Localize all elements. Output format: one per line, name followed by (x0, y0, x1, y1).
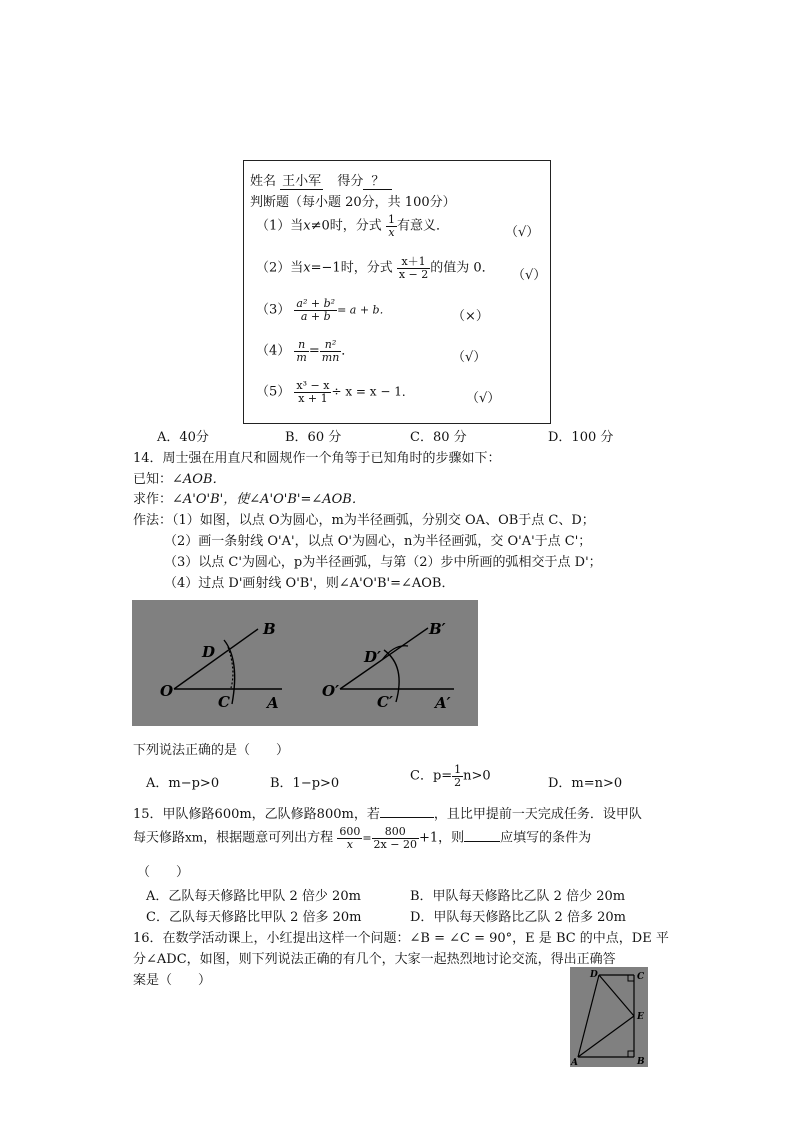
judge-item-1 (256, 214, 449, 238)
frac-numerator: n (294, 339, 308, 352)
q15-option-a: A．乙队每天修路比甲队 2 倍少 20m (146, 889, 361, 904)
q15-line-2 (133, 826, 591, 850)
frac-numerator: n² (320, 339, 342, 352)
item-text: = a + b． (337, 303, 391, 317)
judge-item-5 (256, 380, 414, 404)
angle-construction-figure (132, 600, 478, 726)
q14-find (133, 488, 365, 507)
item-var: x (303, 260, 311, 276)
q15-text: +1，则 (418, 830, 465, 846)
label-d: D (202, 643, 216, 661)
item-text: 当 (290, 260, 304, 276)
equals: = (308, 343, 320, 359)
frac-numerator: 800 (372, 826, 419, 839)
q13-option-b: B．60 分 (285, 430, 342, 445)
find-label: 求作： (133, 492, 173, 507)
label-d-prime: D′ (364, 648, 381, 666)
item-text: ≠0时，分式 (310, 218, 382, 234)
q14-prompt: 下列说法正确的是（ ） (133, 743, 290, 758)
label-b: B (637, 1057, 645, 1067)
judge-mark-1: （√） (505, 225, 540, 240)
q15-text: 应填写的条件为 (500, 830, 592, 846)
frac-numerator: x＋1 (397, 256, 430, 269)
frac-denominator: x − 2 (398, 267, 429, 281)
known-value: ∠AOB． (172, 472, 226, 487)
item-text: 的值为 0． (430, 260, 495, 276)
q15-option-c: C．乙队每天修路比甲队 2 倍多 20m (146, 910, 362, 925)
label-d: D (590, 970, 598, 980)
frac-denominator: x (388, 225, 395, 239)
q15-line-1 (133, 803, 642, 822)
q14-option-b: B．1−p>0 (270, 776, 340, 791)
equation-frac-2 (372, 826, 419, 850)
q14-step-1: 作法：（1）如图，以点 O为圆心，m为半径画弧，分别交 OA、OB于点 C、D； (133, 513, 595, 528)
frac-denominator: x (346, 837, 353, 851)
q15-blank (380, 805, 434, 818)
label-e: E (637, 1012, 644, 1022)
item-text: ÷ x = x − 1． (331, 384, 414, 399)
q15-text: ，根据题意可列出方程 (203, 830, 334, 846)
fraction (386, 214, 397, 238)
item-var: x (303, 218, 311, 234)
label-c-prime: C′ (377, 693, 393, 711)
q14-option-c (410, 764, 491, 788)
judge-item-3 (256, 298, 391, 322)
q14-title: 14．周士强在用直尺和圆规作一个角等于已知角时的步骤如下： (133, 451, 501, 466)
option-c-tail: n>0 (463, 768, 491, 784)
q16-line-2: 分∠ADC，如图，则下列说法正确的有几个，大家一起热烈地讨论交流，得出正确答 (133, 952, 616, 967)
fraction (320, 339, 342, 363)
equation-frac-1 (337, 826, 362, 850)
frac-numerator: a² + b² (296, 297, 336, 310)
item-num: （2） (256, 260, 291, 276)
frac-denominator: a + b (300, 309, 331, 323)
name-value: 王小军 (280, 170, 323, 190)
q16-line-3: 案是（ ） (133, 973, 212, 988)
q15-text: 每天修路 (133, 830, 186, 846)
item-text: =−1时，分式 (310, 260, 393, 276)
item-text: ． (341, 343, 355, 359)
score-value: ？ (363, 170, 392, 190)
item-num: （5） (256, 384, 291, 400)
judge-mark-3: （×） (452, 309, 489, 324)
frac-denominator: mn (321, 350, 340, 364)
q14-option-a: A．m−p>0 (146, 776, 220, 791)
fraction-half (452, 764, 463, 788)
q14-step-2: （2）画一条射线 O'A'，以点 O'为圆心，n为半径画弧，交 O'A'于点 C'； (164, 534, 592, 549)
box-heading: 判断题（每小题 20分，共 100分） (250, 195, 456, 210)
frac-denominator: m (296, 350, 307, 364)
score-label: 得分 (337, 174, 364, 189)
frac-denominator: x + 1 (298, 391, 328, 405)
option-c-text: C．p= (410, 768, 453, 784)
fraction (397, 256, 430, 280)
q15-text: 15．甲队修路600m，乙队修路800m，若 (133, 807, 380, 822)
q14-step-3: （3）以点 C'为圆心，p为半径画弧，与第（2）步中所画的弧相交于点 D'； (164, 555, 602, 570)
item-text: 当 (290, 218, 304, 234)
q16-line-1: 16．在数学活动课上，小红提出这样一个问题：∠B = ∠C = 90°，E 是 BC 的中点，DE 平 (133, 931, 669, 946)
label-o: O (160, 682, 174, 700)
frac-denominator: 2 (454, 775, 462, 789)
known-label: 已知： (133, 472, 173, 487)
judge-item-4 (256, 339, 354, 363)
q15-option-d: D．甲队每天修路比乙队 2 倍多 20m (410, 910, 626, 925)
fraction (294, 339, 308, 363)
q13-option-a: A．40分 (157, 430, 209, 445)
label-c: C (218, 693, 230, 711)
judge-mark-5: （√） (466, 391, 501, 406)
frac-numerator: 1 (387, 213, 395, 226)
fraction (294, 380, 331, 404)
frac-denominator: 2x − 20 (373, 837, 417, 851)
q15-var: xm (185, 830, 204, 845)
fraction (294, 298, 337, 322)
label-b: B (263, 620, 276, 638)
q15-text: ，且比甲提前一天完成任务．设甲队 (433, 807, 642, 822)
frac-numerator: x³ − x (296, 379, 330, 392)
judge-item-2 (256, 256, 495, 280)
q13-option-d: D．100 分 (548, 430, 614, 445)
item-num: （4） (256, 343, 291, 359)
q15-option-b: B．甲队每天修路比乙队 2 倍少 20m (410, 889, 626, 904)
label-a-prime: A′ (435, 694, 451, 712)
equation-equals: = (362, 831, 372, 845)
label-c: C (637, 972, 645, 982)
name-score-line (250, 170, 392, 190)
judge-mark-2: （√） (512, 268, 547, 283)
q13-option-c: C．80 分 (410, 430, 467, 445)
label-o-prime: O′ (322, 682, 340, 700)
judge-mark-4: （√） (452, 350, 487, 365)
q15-blank-2 (464, 829, 500, 842)
item-text: 有意义． (396, 218, 449, 234)
q14-option-d: D．m=n>0 (548, 776, 623, 791)
frac-numerator: 600 (339, 825, 361, 838)
q14-step-4: （4）过点 D'画射线 O'B'，则∠A'O'B'=∠AOB． (164, 576, 455, 591)
frac-numerator: 1 (454, 763, 462, 776)
label-b-prime: B′ (429, 620, 446, 638)
find-value: ∠A'O'B'，使∠A'O'B'=∠AOB． (172, 492, 365, 507)
figure-background (132, 600, 478, 726)
quadrilateral-figure (570, 967, 648, 1067)
label-a: A (267, 694, 279, 712)
item-num: （1） (256, 218, 291, 234)
name-label: 姓名 (250, 174, 277, 189)
q14-known (133, 468, 226, 487)
q15-paren: （ ） (137, 865, 190, 880)
label-a: A (571, 1058, 578, 1067)
item-num: （3） (256, 302, 291, 318)
